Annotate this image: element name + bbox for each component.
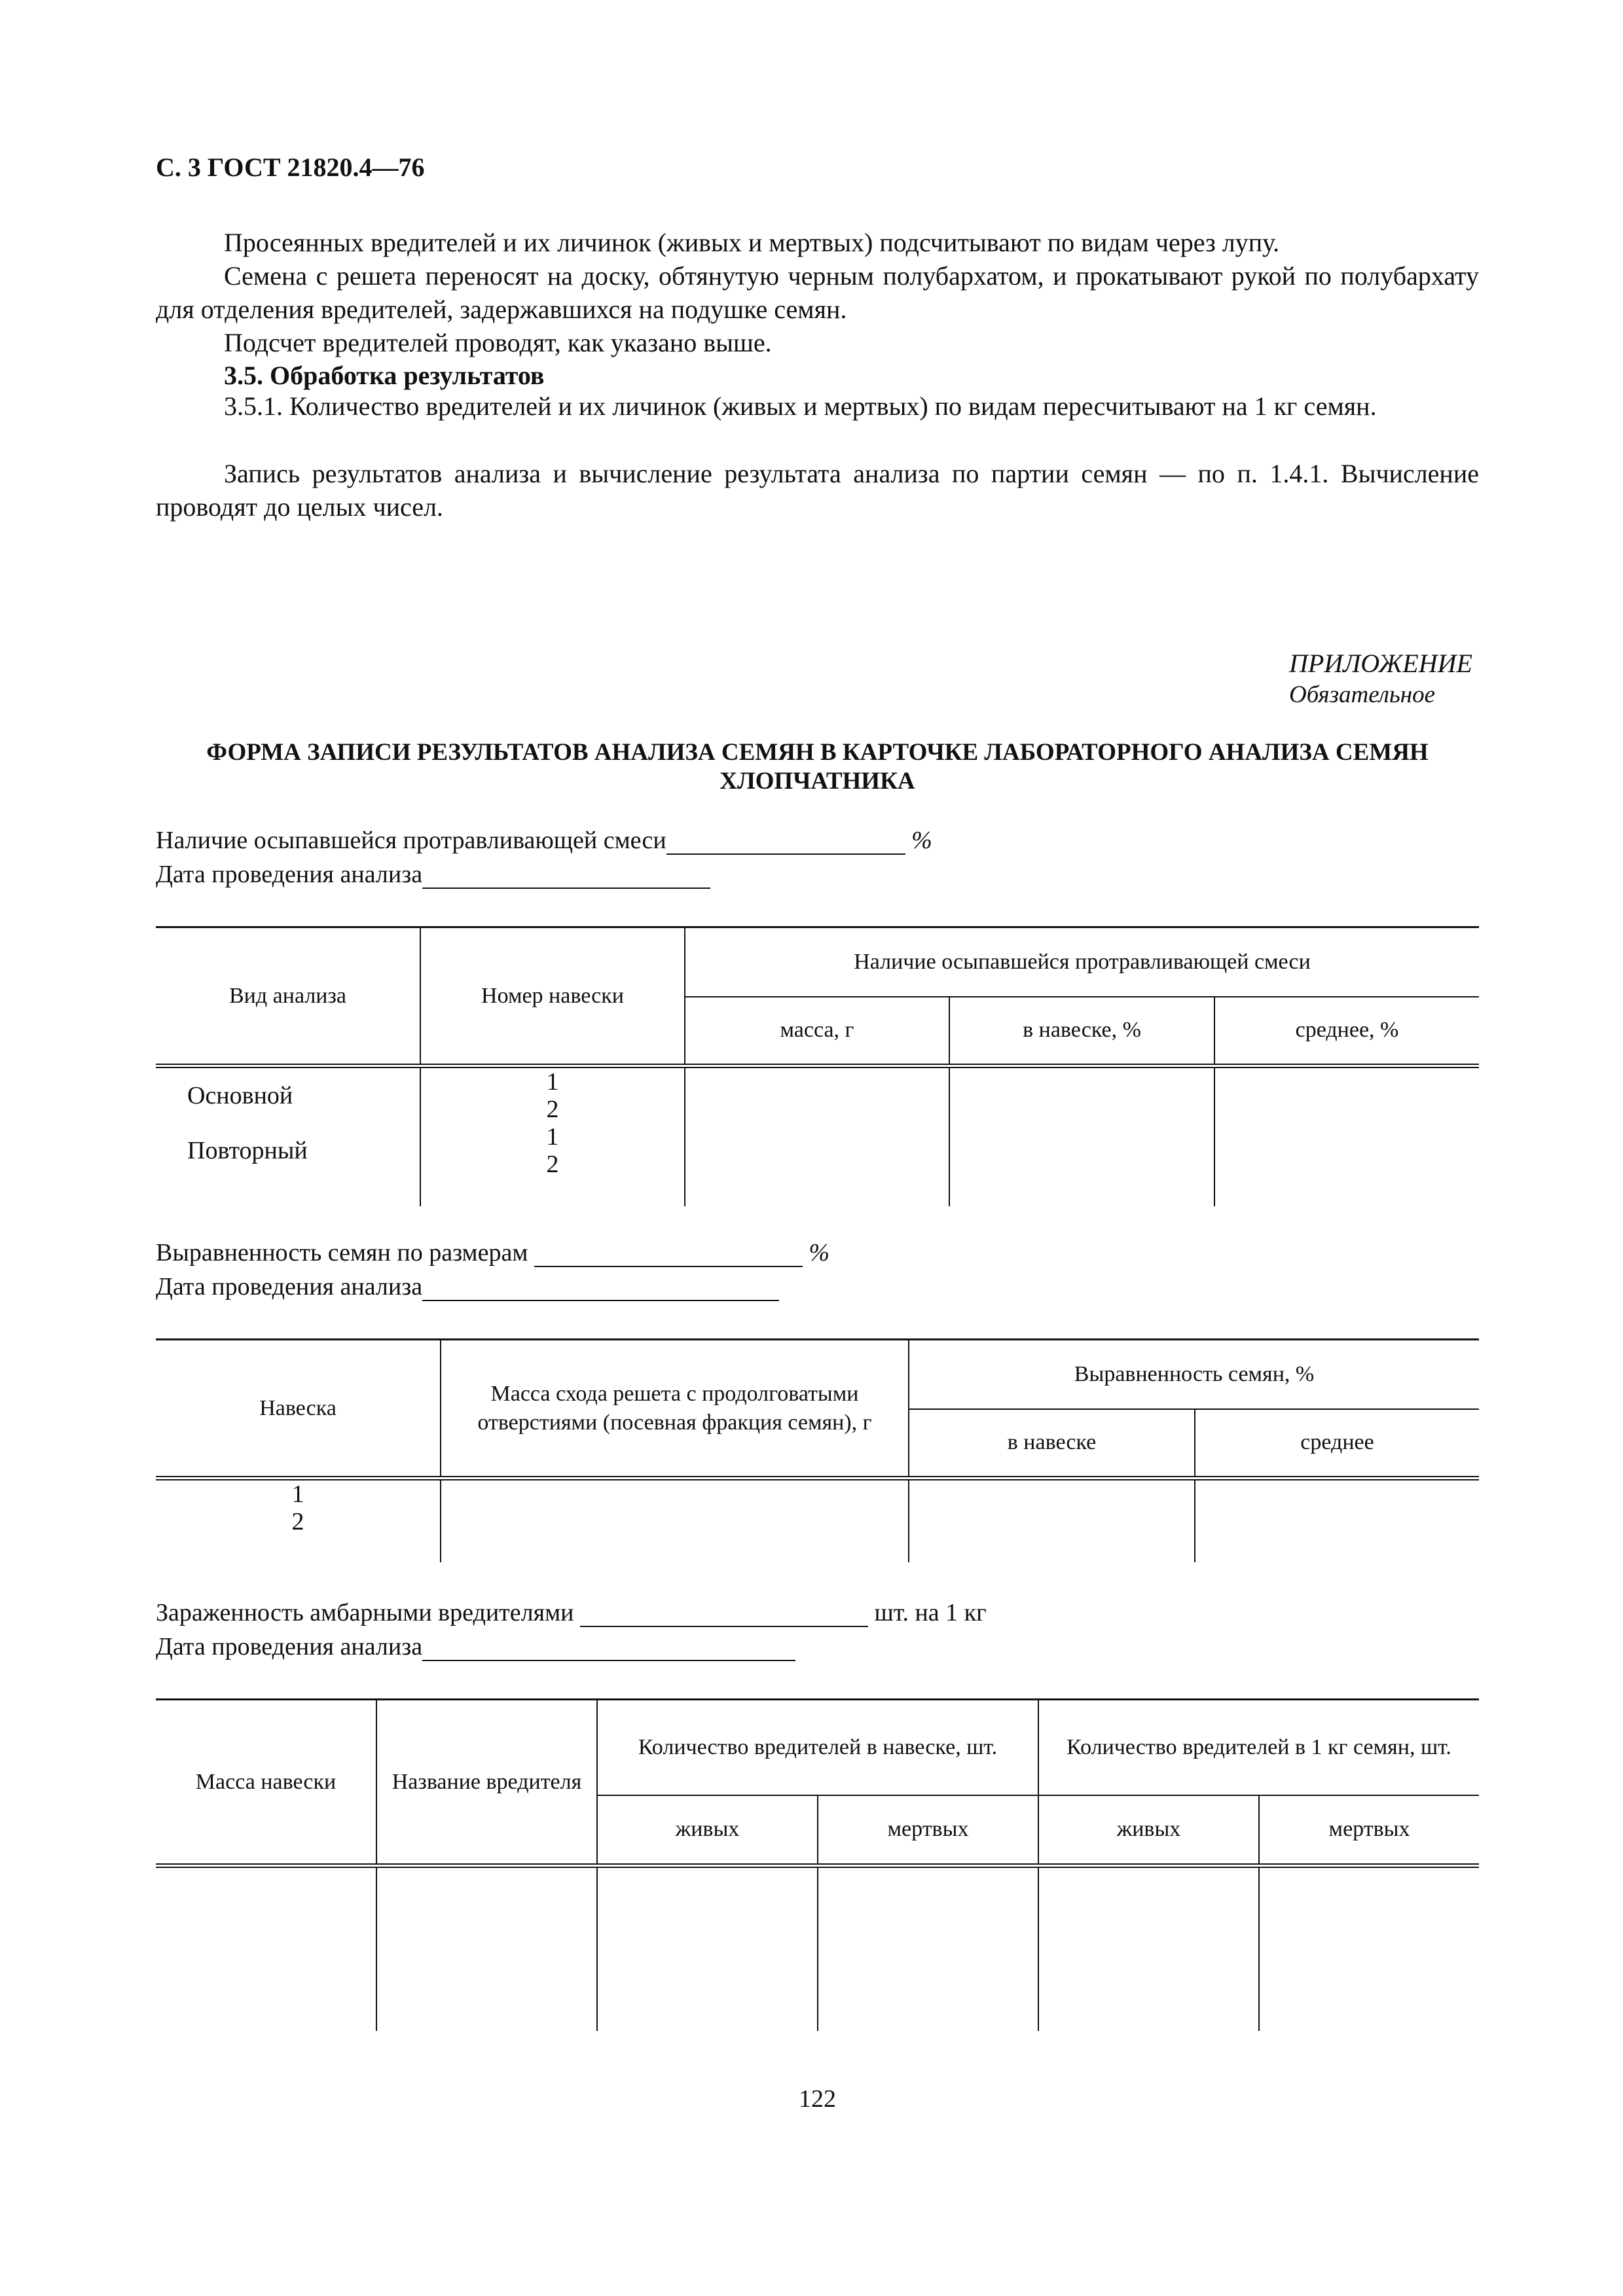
col-mean: среднее, %: [1214, 997, 1479, 1066]
sample-number: 2: [546, 1151, 559, 1178]
fill-line: [422, 1636, 795, 1661]
date-label: Дата проведения анализа: [156, 1633, 423, 1660]
fill-line: [580, 1602, 868, 1627]
field-infestation-label: Зараженность амбарными вредителями: [156, 1599, 574, 1626]
empty-cell: [818, 1866, 1038, 2031]
col-in-sample: в навеске, %: [949, 997, 1214, 1066]
fill-line: [534, 1242, 803, 1267]
field-mixture-unit: %: [911, 827, 932, 854]
empty-cell: [1259, 1866, 1479, 2031]
page-number: 122: [799, 2085, 836, 2113]
empty-cell: [909, 1479, 1195, 1562]
field-uniformity-label: Выравненность семян по размерам: [156, 1239, 528, 1266]
date-label: Дата проведения анализа: [156, 1273, 423, 1300]
sample-number: 1: [546, 1068, 559, 1096]
sample-number: 2: [546, 1096, 559, 1123]
field-mixture-presence: [156, 826, 932, 855]
empty-cell: [597, 1866, 818, 2031]
empty-cell: [1195, 1479, 1479, 1562]
col-sieve-mass: Масса схода решета с продолговатыми отверстиями (посевная фракция семян), г: [441, 1340, 909, 1479]
col-group-in-sample: Количество вредителей в навеске, шт.: [597, 1700, 1038, 1795]
sample-number: 2: [291, 1508, 304, 1535]
sample-number: 1: [291, 1480, 304, 1508]
field-date-3: [156, 1632, 795, 1661]
field-infestation: [156, 1598, 987, 1627]
col-sample: Навеска: [156, 1340, 441, 1479]
empty-cell: [1038, 1866, 1259, 2031]
paragraph-1: Просеянных вредителей и их личинок (живых и мертвых) подсчитывают по видам через лупу.: [224, 228, 1280, 257]
col-group-mixture: Наличие осыпавшейся протравливающей смеси: [685, 927, 1479, 997]
fill-line: [422, 1276, 779, 1301]
col-group-uniformity: Выравненность семян, %: [909, 1340, 1479, 1409]
col-alive-sample: живых: [597, 1795, 818, 1866]
table-mixture: [156, 926, 1479, 1206]
col-dead-sample: мертвых: [818, 1795, 1038, 1866]
field-uniformity: [156, 1238, 830, 1267]
field-mixture-label: Наличие осыпавшейся протравливающей смеси: [156, 827, 666, 854]
form-title: ФОРМА ЗАПИСИ РЕЗУЛЬТАТОВ АНАЛИЗА СЕМЯН В КАРТОЧКЕ ЛАБОРАТОРНОГО АНАЛИЗА СЕМЯН ХЛОПЧАТНИКА: [206, 739, 1429, 795]
sample-number: 1: [546, 1123, 559, 1151]
col-alive-kg: живых: [1038, 1795, 1259, 1866]
section-heading: 3.5. Обработка результатов: [224, 361, 545, 390]
empty-cell: [156, 1866, 376, 2031]
col-dead-kg: мертвых: [1259, 1795, 1479, 1866]
row-kinds-cell: [156, 1066, 420, 1206]
appendix-subtitle: Обязательное: [1289, 681, 1436, 708]
row-numbers-cell: [156, 1479, 441, 1562]
col-pest-name: Название вредителя: [376, 1700, 597, 1866]
empty-cell: [949, 1066, 1214, 1206]
fill-line: [422, 864, 710, 889]
row-kind-repeat: Повторный: [187, 1137, 308, 1164]
col-mass: масса, г: [685, 997, 949, 1066]
col-sample-number: Номер навески: [420, 927, 685, 1066]
page-header: С. 3 ГОСТ 21820.4—76: [156, 152, 425, 182]
table-uniformity: [156, 1338, 1479, 1562]
section-paragraph-2: Запись результатов анализа и вычисление результата анализа по партии семян — по п. 1.4.1. Вычисление проводят до целых чисел.: [156, 459, 1479, 522]
col-sample-mass: Масса навески: [156, 1700, 376, 1866]
date-label: Дата проведения анализа: [156, 861, 423, 888]
col-mean: среднее: [1195, 1409, 1479, 1479]
paragraph-2: Семена с решета переносят на доску, обтянутую черным полубархатом, и прокатывают рукой по полубархату для отделения вредителей, задержавшихся на подушке семян.: [156, 261, 1479, 324]
field-uniformity-unit: %: [809, 1239, 830, 1266]
appendix-title: ПРИЛОЖЕНИЕ: [1289, 649, 1472, 678]
appendix-label: [1289, 648, 1479, 711]
col-analysis-kind: Вид анализа: [156, 927, 420, 1066]
empty-cell: [441, 1479, 909, 1562]
empty-cell: [376, 1866, 597, 2031]
table-infestation: [156, 1698, 1479, 2031]
col-group-per-kg: Количество вредителей в 1 кг семян, шт.: [1038, 1700, 1479, 1795]
field-date-2: [156, 1272, 779, 1301]
empty-cell: [685, 1066, 949, 1206]
row-numbers-cell: [420, 1066, 685, 1206]
fill-line: [666, 830, 905, 855]
section-paragraph-1: 3.5.1. Количество вредителей и их личинок (живых и мертвых) по видам пересчитывают на 1 кг семян.: [224, 391, 1377, 421]
field-date-1: [156, 860, 710, 889]
empty-cell: [1214, 1066, 1479, 1206]
col-in-sample: в навеске: [909, 1409, 1195, 1479]
paragraph-3: Подсчет вредителей проводят, как указано выше.: [224, 328, 772, 357]
row-kind-main: Основной: [187, 1082, 293, 1109]
field-infestation-unit: шт. на 1 кг: [874, 1599, 987, 1626]
